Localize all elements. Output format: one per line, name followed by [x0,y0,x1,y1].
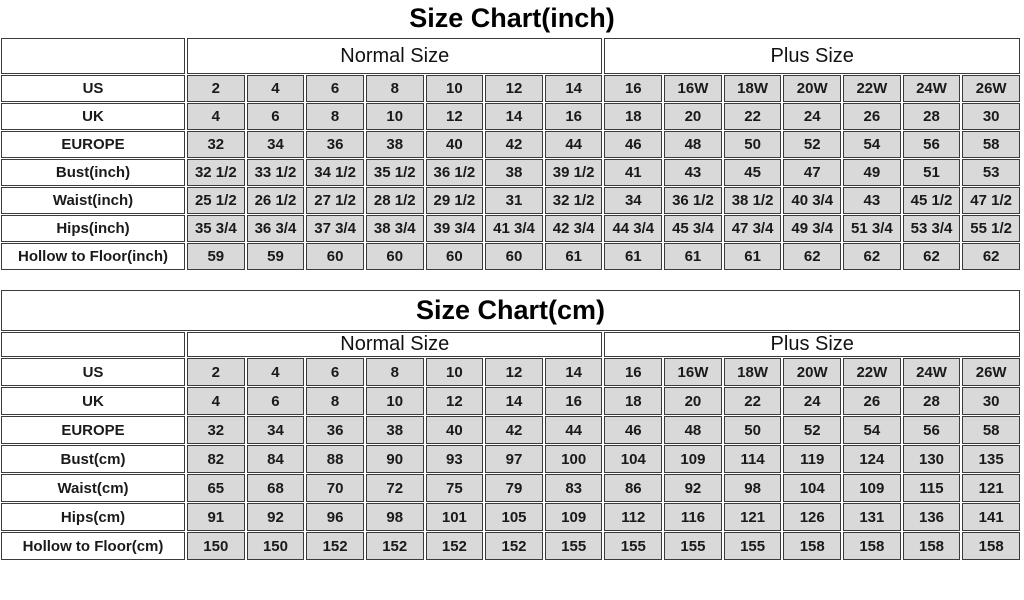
value-cell: 32 1/2 [545,187,603,214]
table-row [1,474,1020,502]
value-cell: 24W [903,75,961,102]
value-cell: 18W [724,75,782,102]
value-cell: 25 1/2 [187,187,245,214]
value-cell: 51 3/4 [843,215,901,242]
value-cell: 52 [783,131,841,158]
row-label-uk: UK [1,387,185,415]
value-cell: 65 [187,474,245,502]
value-cell: 104 [604,445,662,473]
value-cell: 141 [962,503,1020,531]
value-cell: 34 [247,416,305,444]
value-cell: 43 [664,159,722,186]
value-cell: 62 [962,243,1020,270]
value-cell: 30 [962,387,1020,415]
row-label-hollow-to-floor-inch: Hollow to Floor(inch) [1,243,185,270]
value-cell: 49 3/4 [783,215,841,242]
value-cell: 116 [664,503,722,531]
value-cell: 44 [545,416,603,444]
value-cell: 52 [783,416,841,444]
value-cell: 42 3/4 [545,215,603,242]
value-cell: 130 [903,445,961,473]
row-label-hips-cm: Hips(cm) [1,503,185,531]
value-cell: 36 1/2 [664,187,722,214]
value-cell: 10 [366,103,424,130]
value-cell: 121 [724,503,782,531]
value-cell: 60 [366,243,424,270]
value-cell: 40 3/4 [783,187,841,214]
value-cell: 42 [485,416,543,444]
value-cell: 158 [903,532,961,560]
value-cell: 93 [426,445,484,473]
value-cell: 12 [426,103,484,130]
value-cell: 152 [485,532,543,560]
value-cell: 16 [604,358,662,386]
table-row [1,103,1020,130]
value-cell: 72 [366,474,424,502]
value-cell: 54 [843,131,901,158]
value-cell: 54 [843,416,901,444]
value-cell: 121 [962,474,1020,502]
value-cell: 84 [247,445,305,473]
value-cell: 29 1/2 [426,187,484,214]
table-row [1,416,1020,444]
value-cell: 47 [783,159,841,186]
group-header-plus-size: Plus Size [604,38,1020,74]
group-header-plus-size: Plus Size [604,332,1020,357]
value-cell: 4 [187,387,245,415]
value-cell: 155 [545,532,603,560]
value-cell: 56 [903,416,961,444]
value-cell: 155 [724,532,782,560]
value-cell: 26W [962,75,1020,102]
value-cell: 6 [306,75,364,102]
row-label-waist-cm: Waist(cm) [1,474,185,502]
row-label-us: US [1,75,185,102]
value-cell: 24 [783,387,841,415]
value-cell: 136 [903,503,961,531]
value-cell: 16 [545,387,603,415]
value-cell: 32 [187,131,245,158]
value-cell: 41 [604,159,662,186]
value-cell: 6 [306,358,364,386]
table-row [1,532,1020,560]
value-cell: 109 [545,503,603,531]
value-cell: 82 [187,445,245,473]
value-cell: 158 [783,532,841,560]
value-cell: 104 [783,474,841,502]
value-cell: 86 [604,474,662,502]
value-cell: 33 1/2 [247,159,305,186]
row-label-uk: UK [1,103,185,130]
corner-cell [1,38,185,74]
value-cell: 51 [903,159,961,186]
value-cell: 39 3/4 [426,215,484,242]
row-label-europe: EUROPE [1,131,185,158]
value-cell: 59 [187,243,245,270]
value-cell: 39 1/2 [545,159,603,186]
value-cell: 28 [903,387,961,415]
corner-cell [1,332,185,357]
value-cell: 2 [187,358,245,386]
value-cell: 62 [783,243,841,270]
value-cell: 53 3/4 [903,215,961,242]
value-cell: 90 [366,445,424,473]
value-cell: 53 [962,159,1020,186]
value-cell: 12 [485,75,543,102]
value-cell: 114 [724,445,782,473]
value-cell: 38 [366,131,424,158]
value-cell: 34 [604,187,662,214]
value-cell: 42 [485,131,543,158]
value-cell: 4 [247,75,305,102]
value-cell: 155 [664,532,722,560]
value-cell: 105 [485,503,543,531]
table-row [1,187,1020,214]
value-cell: 28 1/2 [366,187,424,214]
value-cell: 91 [187,503,245,531]
value-cell: 26W [962,358,1020,386]
value-cell: 150 [187,532,245,560]
value-cell: 22W [843,75,901,102]
table-row [1,159,1020,186]
value-cell: 100 [545,445,603,473]
value-cell: 97 [485,445,543,473]
value-cell: 92 [247,503,305,531]
value-cell: 44 [545,131,603,158]
value-cell: 112 [604,503,662,531]
group-header-normal-size: Normal Size [187,332,602,357]
table-row [1,387,1020,415]
value-cell: 119 [783,445,841,473]
value-cell: 158 [843,532,901,560]
value-cell: 14 [485,103,543,130]
value-cell: 60 [485,243,543,270]
value-cell: 98 [366,503,424,531]
chart-title-cm: Size Chart(cm) [1,290,1020,331]
value-cell: 32 [187,416,245,444]
value-cell: 22 [724,103,782,130]
value-cell: 26 [843,387,901,415]
value-cell: 36 1/2 [426,159,484,186]
value-cell: 16W [664,358,722,386]
value-cell: 44 3/4 [604,215,662,242]
value-cell: 152 [366,532,424,560]
value-cell: 155 [604,532,662,560]
row-label-europe: EUROPE [1,416,185,444]
value-cell: 68 [247,474,305,502]
value-cell: 43 [843,187,901,214]
value-cell: 115 [903,474,961,502]
value-cell: 109 [664,445,722,473]
value-cell: 16W [664,75,722,102]
value-cell: 20 [664,103,722,130]
row-label-bust-inch: Bust(inch) [1,159,185,186]
value-cell: 48 [664,416,722,444]
value-cell: 70 [306,474,364,502]
value-cell: 92 [664,474,722,502]
size-table-inch [0,37,1022,271]
value-cell: 20W [783,358,841,386]
value-cell: 12 [426,387,484,415]
value-cell: 28 [903,103,961,130]
value-cell: 24 [783,103,841,130]
value-cell: 22W [843,358,901,386]
table-row [1,445,1020,473]
value-cell: 83 [545,474,603,502]
value-cell: 38 [366,416,424,444]
row-label-hollow-to-floor-cm: Hollow to Floor(cm) [1,532,185,560]
value-cell: 10 [366,387,424,415]
value-cell: 16 [604,75,662,102]
value-cell: 10 [426,358,484,386]
value-cell: 59 [247,243,305,270]
value-cell: 32 1/2 [187,159,245,186]
table-row [1,243,1020,270]
value-cell: 61 [604,243,662,270]
row-label-waist-inch: Waist(inch) [1,187,185,214]
value-cell: 60 [306,243,364,270]
value-cell: 58 [962,416,1020,444]
value-cell: 45 [724,159,782,186]
value-cell: 48 [664,131,722,158]
chart-title-inch: Size Chart(inch) [409,3,615,33]
value-cell: 18W [724,358,782,386]
value-cell: 20 [664,387,722,415]
value-cell: 14 [545,358,603,386]
value-cell: 35 3/4 [187,215,245,242]
value-cell: 158 [962,532,1020,560]
value-cell: 16 [545,103,603,130]
value-cell: 45 1/2 [903,187,961,214]
group-header-row [1,38,1020,74]
value-cell: 79 [485,474,543,502]
table-gap [0,271,1024,289]
value-cell: 4 [247,358,305,386]
value-cell: 50 [724,416,782,444]
value-cell: 96 [306,503,364,531]
value-cell: 24W [903,358,961,386]
size-chart-cm-section [0,289,1024,561]
value-cell: 61 [545,243,603,270]
size-table-cm [0,289,1022,561]
table-row [1,215,1020,242]
value-cell: 101 [426,503,484,531]
value-cell: 75 [426,474,484,502]
value-cell: 62 [843,243,901,270]
value-cell: 36 3/4 [247,215,305,242]
value-cell: 14 [545,75,603,102]
value-cell: 61 [664,243,722,270]
value-cell: 34 1/2 [306,159,364,186]
value-cell: 135 [962,445,1020,473]
value-cell: 14 [485,387,543,415]
group-header-row [1,332,1020,357]
title-row [1,290,1020,331]
value-cell: 20W [783,75,841,102]
value-cell: 38 [485,159,543,186]
row-label-us: US [1,358,185,386]
value-cell: 27 1/2 [306,187,364,214]
value-cell: 41 3/4 [485,215,543,242]
table-row [1,131,1020,158]
value-cell: 8 [366,75,424,102]
row-label-bust-cm: Bust(cm) [1,445,185,473]
value-cell: 49 [843,159,901,186]
value-cell: 18 [604,387,662,415]
value-cell: 34 [247,131,305,158]
value-cell: 47 3/4 [724,215,782,242]
value-cell: 8 [366,358,424,386]
value-cell: 40 [426,416,484,444]
value-cell: 22 [724,387,782,415]
value-cell: 26 [843,103,901,130]
value-cell: 18 [604,103,662,130]
value-cell: 46 [604,131,662,158]
value-cell: 35 1/2 [366,159,424,186]
value-cell: 45 3/4 [664,215,722,242]
value-cell: 109 [843,474,901,502]
value-cell: 8 [306,103,364,130]
value-cell: 61 [724,243,782,270]
value-cell: 150 [247,532,305,560]
value-cell: 26 1/2 [247,187,305,214]
value-cell: 30 [962,103,1020,130]
value-cell: 152 [426,532,484,560]
size-chart-inch-section [0,0,1024,271]
value-cell: 10 [426,75,484,102]
value-cell: 56 [903,131,961,158]
value-cell: 47 1/2 [962,187,1020,214]
value-cell: 124 [843,445,901,473]
row-label-hips-inch: Hips(inch) [1,215,185,242]
value-cell: 58 [962,131,1020,158]
value-cell: 37 3/4 [306,215,364,242]
value-cell: 55 1/2 [962,215,1020,242]
value-cell: 88 [306,445,364,473]
value-cell: 46 [604,416,662,444]
value-cell: 8 [306,387,364,415]
value-cell: 62 [903,243,961,270]
value-cell: 2 [187,75,245,102]
value-cell: 6 [247,387,305,415]
value-cell: 12 [485,358,543,386]
value-cell: 36 [306,131,364,158]
value-cell: 36 [306,416,364,444]
table-row [1,75,1020,102]
value-cell: 40 [426,131,484,158]
value-cell: 60 [426,243,484,270]
value-cell: 126 [783,503,841,531]
table-row [1,503,1020,531]
table-row [1,358,1020,386]
value-cell: 38 3/4 [366,215,424,242]
value-cell: 38 1/2 [724,187,782,214]
value-cell: 6 [247,103,305,130]
group-header-normal-size: Normal Size [187,38,602,74]
value-cell: 31 [485,187,543,214]
value-cell: 98 [724,474,782,502]
value-cell: 50 [724,131,782,158]
value-cell: 4 [187,103,245,130]
value-cell: 131 [843,503,901,531]
value-cell: 152 [306,532,364,560]
